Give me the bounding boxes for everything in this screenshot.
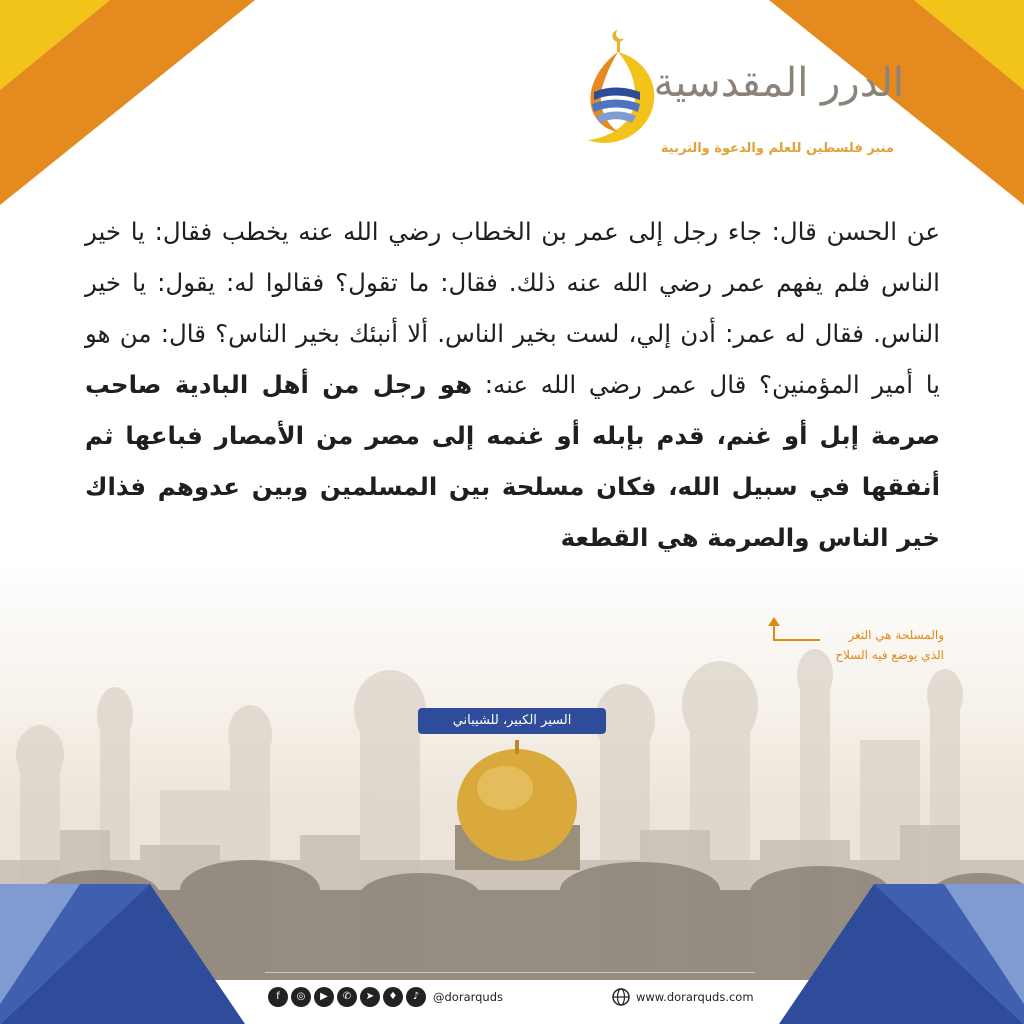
twitter-icon[interactable]: ♦ — [383, 987, 403, 1007]
annotation-arrow-icon — [764, 616, 824, 646]
annotation-line-1: والمسلحة هي الثغر — [848, 628, 944, 642]
website-url[interactable]: www.dorarquds.com — [636, 990, 754, 1004]
social-links — [268, 985, 503, 1009]
social-handle[interactable]: @dorarquds — [433, 990, 504, 1004]
telegram-icon[interactable]: ➤ — [360, 987, 380, 1007]
globe-icon — [612, 988, 630, 1006]
logo-emblem-icon — [578, 30, 662, 150]
instagram-icon[interactable]: ◎ — [291, 987, 311, 1007]
website-link[interactable] — [612, 985, 754, 1009]
hadith-text-regular: عن الحسن قال: جاء رجل إلى عمر بن الخطاب رضي الله عنه يخطب فقال: يا خير الناس فلم يفهم عمر رضي الله عنه ذلك. فقال: ما تقول؟ فقالوا له: يقول: يا خير الناس. فقال له عمر: أدن إلي، لست بخير الناس. ألا أنبئك بخير الناس؟ قال: من هو يا أمير المؤمنين؟ قال عمر رضي الله عنه: — [85, 217, 940, 399]
annotation-line-2: الذي يوضع فيه السلاح — [835, 648, 944, 662]
logo-wordmark: الدرر المقدسية — [653, 60, 904, 106]
top-left-corner-decoration — [0, 0, 260, 215]
bottom-left-corner-decoration — [0, 884, 250, 1024]
youtube-icon[interactable]: ▶ — [314, 987, 334, 1007]
source-badge: السير الكبير، للشيباني — [418, 708, 606, 734]
footer-divider — [265, 972, 755, 973]
top-right-corner-decoration — [764, 0, 1024, 215]
bottom-right-corner-decoration — [774, 884, 1024, 1024]
tiktok-icon[interactable]: ♪ — [406, 987, 426, 1007]
logo-tagline: منبر فلسطين للعلم والدعوة والتربية — [660, 141, 894, 156]
facebook-icon[interactable]: f — [268, 987, 288, 1007]
annotation-note — [835, 625, 944, 665]
whatsapp-icon[interactable]: ✆ — [337, 987, 357, 1007]
hadith-text — [85, 206, 940, 563]
hadith-text-bold: هو رجل من أهل البادية صاحب صرمة إبل أو غنم، قدم بإبله أو غنمه إلى مصر من الأمصار فباعها ثم أنفقها في سبيل الله، فكان مسلحة بين المسلمين وبين عدوهم فذاك خير الناس والصرمة هي القطعة — [85, 370, 940, 552]
